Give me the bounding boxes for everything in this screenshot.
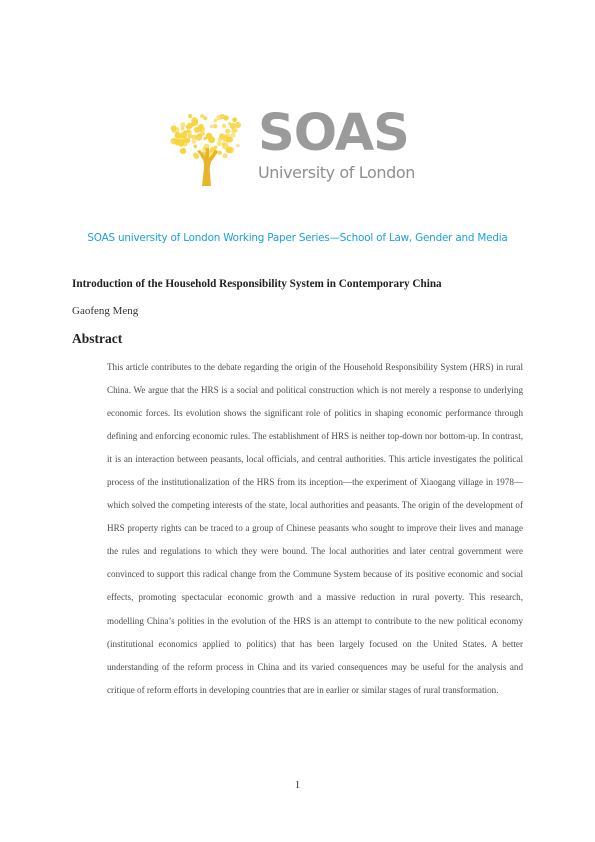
tree-leaf: [194, 145, 198, 149]
logo-subtitle: University of London: [258, 163, 415, 182]
author-name: Gaofeng Meng: [72, 305, 139, 317]
logo-wordmark: SOAS: [258, 104, 409, 163]
tree-leaf: [218, 151, 222, 155]
tree-leaf: [206, 133, 213, 140]
tree-leaf: [223, 137, 228, 142]
abstract-body: This article contributes to the debate regarding the origin of the Household Responsibility System (HRS) in rural China. We argue that the HRS is a social and political construction which is not merely a response to underlying economic forces. Its evolution shows the significant role of politics in shaping economic performance through defining and enforcing economic rules. The establishment of HRS is neither top-down nor bottom-up. In contrast, it is an interaction between peasants, local officials, and central authorities. This article investigates the political process of the institutionalization of the HRS from its inception—the experiment of Xiaogang village in 1978—which solved the competing interests of the state, local authorities and peasants. The origin of the development of HRS property rights can be traced to a group of Chinese peasants who sought to improve their lives and manage the rules and regulations to which they were bound. The local authorities and later central government were convinced to support this radical change from the Commune System because of its positive economic and social effects, promoting spectacular economic growth and a massive reduction in rural poverty. This research, modelling China’s polities in the evolution of the HRS is an attempt to contribute to the new political economy (institutional economics applied to politics) that has been largely focused on the United States. A better understanding of the reform process in China and its varied consequences may be useful for the analysis and critique of reform efforts in developing countries that are in earlier or similar stages of rural transformation.: [107, 362, 523, 695]
tree-leaf: [193, 153, 198, 158]
tree-leaf: [186, 125, 190, 129]
soas-logo: [168, 104, 430, 190]
tree-leaf: [203, 116, 207, 120]
tree-leaf: [222, 124, 226, 128]
working-paper-series-line: SOAS university of London Working Paper Series—School of Law, Gender and Media: [87, 232, 508, 244]
tree-leaf: [218, 138, 222, 142]
tree-leaf: [226, 147, 232, 153]
tree-leaf: [188, 114, 192, 118]
tree-leaf: [230, 123, 236, 129]
tree-leaf: [214, 146, 217, 149]
tree-leaf: [232, 117, 237, 122]
tree-leaf: [210, 125, 214, 129]
tree-leaf: [231, 133, 236, 138]
tree-leaf: [225, 129, 230, 134]
tree-icon: [168, 108, 248, 188]
tree-leaf: [194, 127, 200, 133]
tree-leaf: [180, 122, 185, 127]
tree-leaf: [185, 138, 190, 143]
tree-leaf: [213, 124, 218, 129]
tree-leaf: [223, 115, 228, 120]
tree-leaf: [214, 119, 218, 123]
tree-trunk: [197, 148, 218, 186]
tree-leaf: [180, 148, 186, 154]
paper-title: Introduction of the Household Responsibility System in Contemporary China: [72, 278, 442, 290]
tree-leaf: [172, 129, 176, 133]
abstract-heading: Abstract: [72, 331, 123, 346]
tree-leaf: [217, 141, 222, 146]
tree-leaf: [178, 140, 185, 147]
page-number: 1: [294, 779, 301, 791]
tree-leaf: [192, 135, 197, 140]
tree-leaf: [233, 128, 238, 133]
tree-leaf: [236, 144, 240, 148]
tree-leaf: [223, 153, 228, 158]
tree-leaf: [216, 115, 221, 120]
tree-leaf: [191, 122, 195, 126]
tree-leaf: [222, 142, 226, 146]
tree-leaf: [187, 130, 192, 135]
